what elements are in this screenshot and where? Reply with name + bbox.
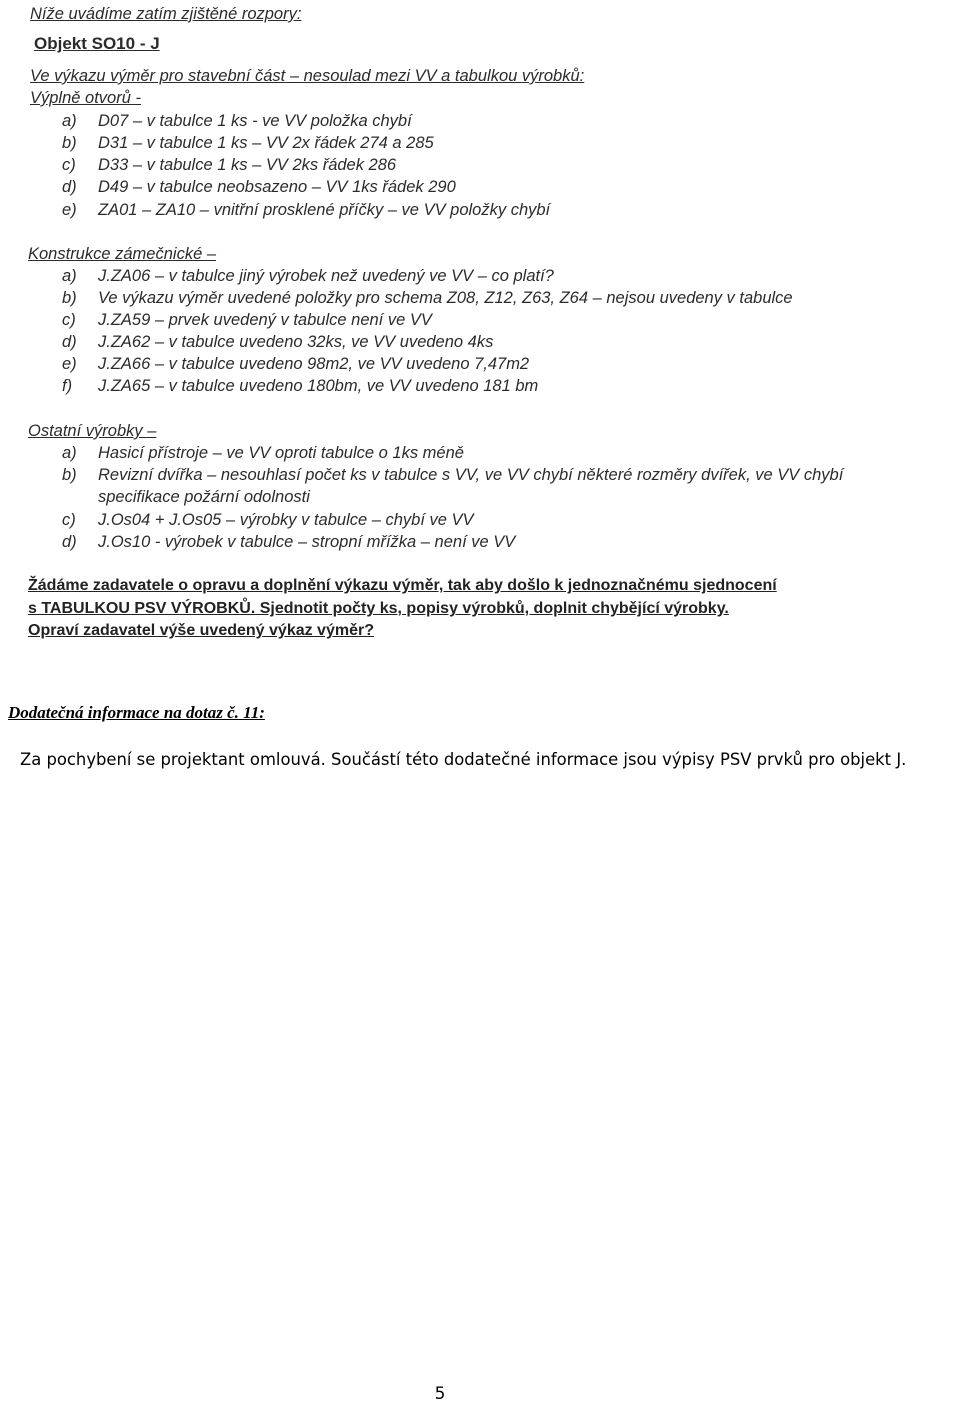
scanned-excerpt: Níže uvádíme zatím zjištěné rozpory: Objekt SO10 - J Ve výkazu výměr pro stavební část – nesoulad mezi VV a tabulkou výrobků: Výplně otvorů - a) D07 – v tabulce 1 ks - ve VV položka chybí b) D31 – v tabulce 1 ks – VV 2x řádek 274 a 285 c) D33 – v tabulce 1 ks – VV 2ks řádek 286 d) D49 – v tabulce neobsazeno – VV 1ks řádek 290 e) ZA01 – ZA10 – vnitřní prosklené příčky – ve VV položky chybí Konstrukce zámečnické – a) J.ZA06 – v tabulce jiný výrobek než uvedený ve VV – co platí? b) Ve výkazu výměr uvedené položky pro schema Z08, Z12, Z63, Z64 – nejsou uvedeny v tabulce c) J.ZA59 – prvek uvedený v tabulce není ve VV d) J.ZA62 – v tabulce uvedeno 32ks, ve VV uvedeno 4ks e) J.ZA66 – v tabulce uvedeno 98m2, ve VV uvedeno 7,47m2 f) J.ZA65 – v tabulce uvedeno 180bm, ve VV uvedeno 181 bm Ostatní výrobky – a) Hasicí přístroje – ve VV oproti tabulce o 1ks méně b) Revizní dvířka – nesouhlasí počet ks v tabulce s VV, ve VV chybí některé rozměry dvířek, ve VV chybí specifikace požární odolnosti c) J.Os04 + J.Os05 – výrobky v tabulce – chybí ve VV d) J.Os10 - výrobek v tabulce – stropní mřížka – není ve VV Žádáme zadavatele o opravu a doplnění výkazu výměr, tak aby došlo k jednoznačnému sjednocení s TABULKOU PSV VÝROBKŮ. Sjednotit počty ks, popisy výrobků, doplnit chybějící výrobky. Opraví zadavatel výše uvedený výkaz výměr?	[28, 5, 844, 639]
request-line: Opraví zadavatel výše uvedený výkaz výměr?	[28, 622, 374, 639]
intro-text: Níže uvádíme zatím zjištěné rozpory:	[30, 5, 302, 23]
request-line: Žádáme zadavatele o opravu a doplnění výkazu výměr, tak aby došlo k jednoznačnému sjednocení	[28, 577, 777, 594]
page-number: 5	[434, 1384, 446, 1404]
section-title-openings: Výplně otvorů -	[30, 89, 141, 107]
answer-heading: Dodatečná informace na dotaz č. 11:	[8, 703, 265, 722]
discrepancy-subtitle: Ve výkazu výměr pro stavební část – nesoulad mezi VV a tabulkou výrobků:	[30, 67, 585, 85]
section-title-metalwork: Konstrukce zámečnické –	[28, 245, 217, 263]
section-title-other: Ostatní výrobky –	[28, 422, 157, 440]
answer-paragraph: Za pochybení se projektant omlouvá. Součástí této dodatečné informace jsou výpisy PSV prvků pro objekt J.	[20, 750, 907, 769]
object-title: Objekt SO10 - J	[34, 34, 160, 53]
request-line: s TABULKOU PSV VÝROBKŮ. Sjednotit počty ks, popisy výrobků, doplnit chybějící výrobky.	[28, 600, 729, 617]
